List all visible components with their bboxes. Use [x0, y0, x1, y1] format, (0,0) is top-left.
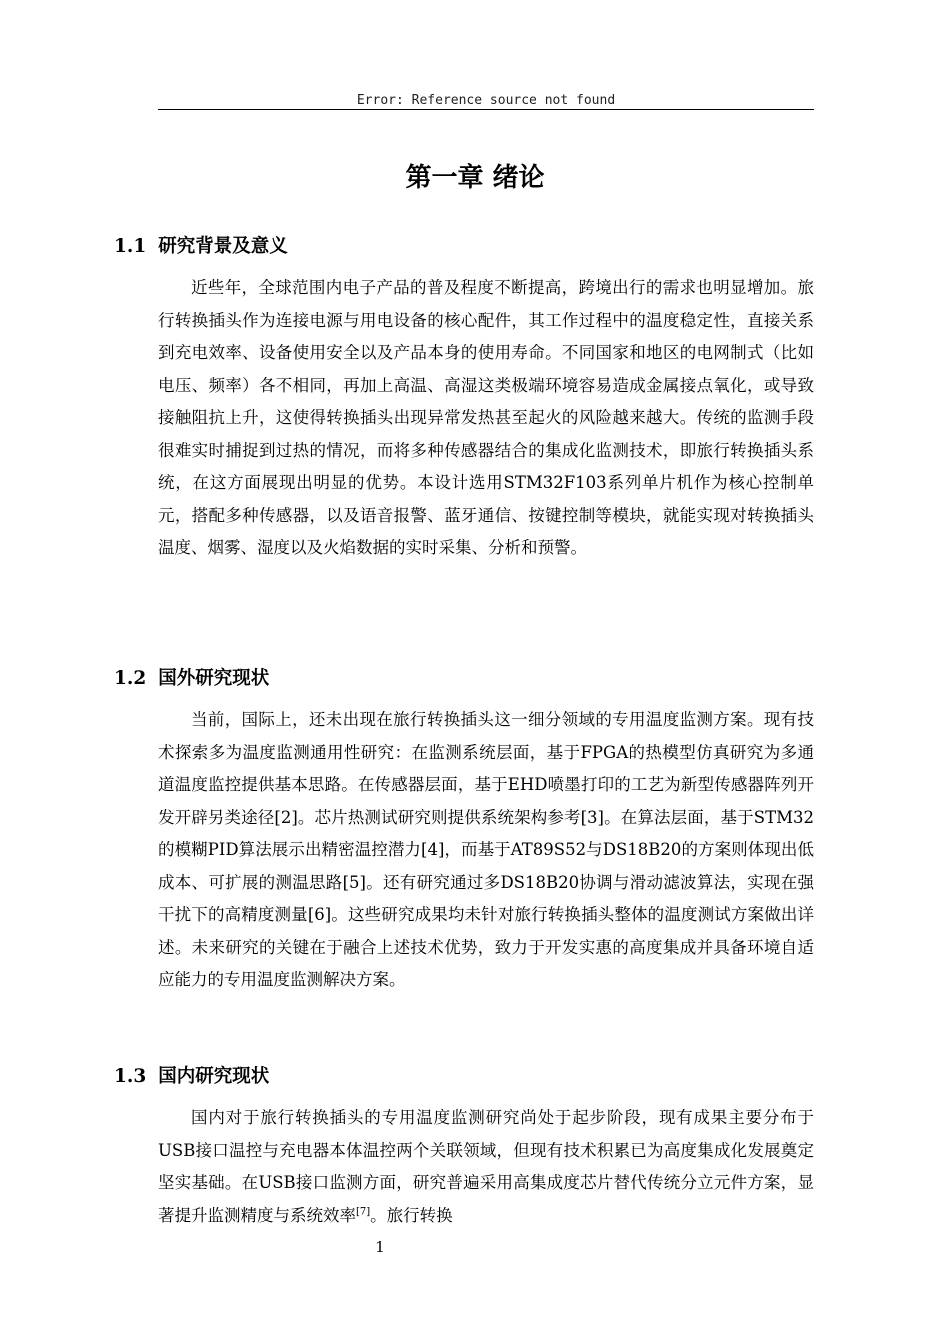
- paragraph-foreign-research: 当前，国际上，还未出现在旅行转换插头这一细分领域的专用温度监测方案。现有技术探索多为温度监测通用性研究：在监测系统层面，基于FPGA的热模型仿真研究为多通道温度监控提供基本思路。在传感器层面，基于EHD喷墨打印的工艺为新型传感器阵列开发开辟另类途径[2]。芯片热测试研究则提供系统架构参考[3]。在算法层面，基于STM32的模糊PID算法展示出精密温控潜力[4]，而基于AT89S52与DS18B20的方案则体现出低成本、可扩展的测温思路[5]。还有研究通过多DS18B20协调与滑动滤波算法，实现在强干扰下的高精度测量[6]。这些研究成果均未针对旅行转换插头整体的温度测试方案做出详述。未来研究的关键在于融合上述技术优势，致力于开发实惠的高度集成并具备环境自适应能力的专用温度监测解决方案。: [158, 710, 814, 989]
- section-number: 1.1: [114, 236, 147, 257]
- page-number: 1: [375, 1238, 385, 1256]
- section-title: 国外研究现状: [158, 668, 270, 689]
- citation-marker: [7]: [356, 1206, 371, 1217]
- section-heading-1-2: [114, 666, 269, 692]
- paragraph-domestic-research: [158, 1102, 814, 1232]
- chapter-title: 第一章 绪论: [405, 163, 545, 193]
- running-header: Error: Reference source not found: [158, 93, 814, 110]
- section-number: 1.2: [114, 668, 147, 689]
- section-title: 研究背景及意义: [158, 236, 288, 257]
- section-number: 1.3: [114, 1066, 147, 1087]
- paragraph-text-tail: 。旅行转换: [370, 1205, 453, 1225]
- paragraph-text: 国内对于旅行转换插头的专用温度监测研究尚处于起步阶段，现有成果主要分布于USB接口温控与充电器本体温控两个关联领域，但现有技术积累已为高度集成化发展奠定坚实基础。在USB接口监测方面，研究普遍采用高集成度芯片替代传统分立元件方案，显著提升监测精度与系统效率: [158, 1108, 814, 1225]
- section-heading-1-3: [114, 1064, 269, 1090]
- paragraph-background: 近些年，全球范围内电子产品的普及程度不断提高，跨境出行的需求也明显增加。旅行转换插头作为连接电源与用电设备的核心配件，其工作过程中的温度稳定性，直接关系到充电效率、设备使用安全以及产品本身的使用寿命。不同国家和地区的电网制式（比如电压、频率）各不相同，再加上高温、高湿这类极端环境容易造成金属接点氧化，或导致接触阻抗上升，这使得转换插头出现异常发热甚至起火的风险越来越大。传统的监测手段很难实时捕捉到过热的情况，而将多种传感器结合的集成化监测技术，即旅行转换插头系统，在这方面展现出明显的优势。本设计选用STM32F103系列单片机作为核心控制单元，搭配多种传感器，以及语音报警、蓝牙通信、按键控制等模块，就能实现对转换插头温度、烟雾、湿度以及火焰数据的实时采集、分析和预警。: [158, 278, 814, 557]
- section-heading-1-1: [114, 234, 288, 260]
- section-title: 国内研究现状: [158, 1066, 270, 1087]
